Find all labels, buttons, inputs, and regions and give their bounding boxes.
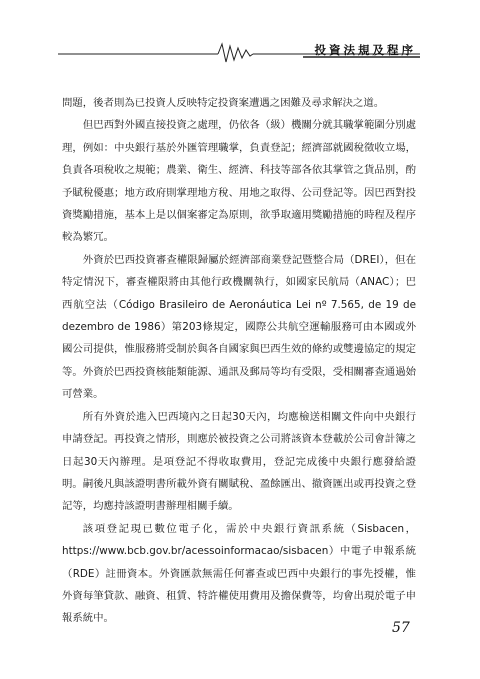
document-body	[62, 92, 416, 630]
paragraph-continuation: 問題，後者則為已投資人反映特定投資案遭遇之困難及尋求解決之道。	[62, 97, 385, 109]
page-header	[58, 38, 420, 68]
page-number: 57	[392, 620, 410, 636]
running-header-title: 投資法規及程序	[314, 43, 416, 57]
paragraph-registration: 所有外資於進入巴西境內之日起30天內，均應檢送相關文件向中央銀行申請登記。再投資之情形，則應於被投資之公司將該資本登載於公司會計簿之日起30天內辦理。是項登記不得收取費用，登記完成後中央銀行應發給證明。嗣後凡與該證明書所載外資有關賦稅、盈餘匯出、撤資匯出或再投資之登記等，均應持該證明書辦理相關手續。	[62, 410, 416, 513]
paragraph-investment-handling: 但巴西對外國直接投資之處理，仍依各（級）機關分就其職掌範圍分別處理，例如：中央銀行基於外匯管理職掌，負責登記；經濟部就國稅徵收立場，負責各項稅收之規範；農業、衛生、經濟、科技等部各依其掌管之貨品別，酌予賦稅優惠；地方政府則掌理地方稅、用地之取得、公司登記等。因巴西對投資獎勵措施，基本上是以個案審定為原則，欲爭取適用獎勵措施的時程及程序較為繁冗。	[62, 119, 416, 244]
paragraph-digital-registration: 該項登記現已數位電子化，需於中央銀行資訊系統（Sisbacen，https://www.bcb.gov.br/acessoinformacao/sisbacen）中電子申報系統（RDE）註冊資本。外資匯款無需任何審查或巴西中央銀行的事先授權，惟外資每筆貸款、融資、租賃、特許權使用費用及擔保費等，均會出現於電子申報系統中。	[62, 522, 416, 625]
paragraph-review-authority: 外資於巴西投資審查權限歸屬於經濟部商業登記暨整合局（DREI），但在特定情況下，審查權限將由其他行政機關執行，如國家民航局（ANAC）；巴西航空法（Código Brasileiro de Aeronáutica Lei nº 7.565, de 19 de dezembro de 1986）第203條規定，國際公共航空運輸服務可由本國或外國公司提供，惟服務將受制於與各自國家與巴西生效的條約或雙邊協定的規定等。外資於巴西投資核能類能源、通訊及郵局等均有受限，受相關審查通過始可營業。	[62, 253, 416, 401]
